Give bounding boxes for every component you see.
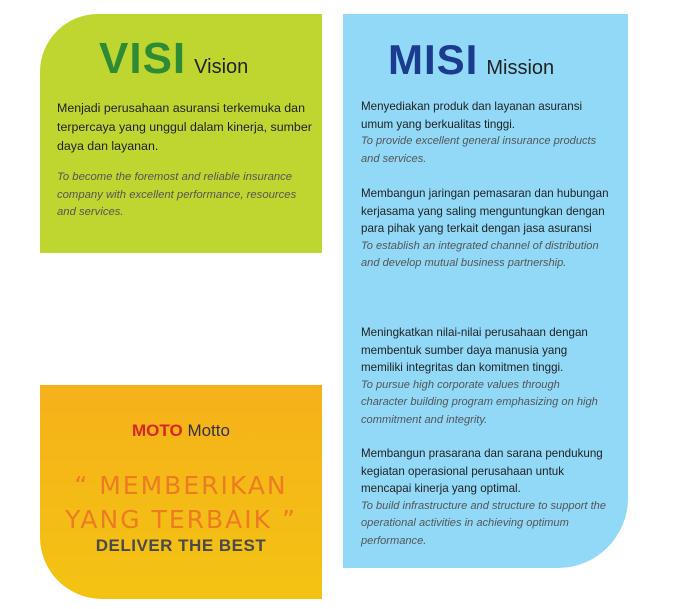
vision-heading	[99, 34, 248, 84]
mission-item-text-en: To provide excellent general insurance products and services.	[361, 135, 597, 165]
motto-subtitle: Motto	[187, 421, 230, 440]
mission-item	[361, 324, 609, 429]
motto-slogan-line-2: YANG TERBAIK ”	[65, 505, 297, 534]
mission-item-text-id: Menyediakan produk dan layanan asuransi umum yang berkualitas tinggi.	[361, 100, 583, 131]
mission-heading	[388, 36, 554, 84]
mission-card	[343, 14, 628, 568]
mission-subtitle: Mission	[486, 57, 555, 79]
mission-item	[361, 185, 609, 273]
motto-heading	[40, 421, 322, 441]
motto-title: MOTO	[132, 421, 183, 440]
mission-item-text-id: Membangun prasarana dan sarana pendukung kegiatan operasional perusahaan untuk mencapai kinerja yang optimal.	[361, 447, 603, 495]
motto-card	[40, 385, 322, 599]
vision-subtitle: Vision	[194, 56, 249, 78]
mission-item-text-en: To establish an integrated channel of distribution and develop mutual business partnership.	[361, 239, 599, 269]
mission-item-text-id: Membangun jaringan pemasaran dan hubungan kerjasama yang saling menguntungkan dengan para pihak yang terkait dengan jasa asuransi	[361, 187, 609, 235]
mission-item-text-en: To pursue high corporate values through character building program emphasizing on high commitment and integrity.	[361, 378, 598, 426]
mission-item	[361, 98, 606, 168]
vision-text-id: Menjadi perusahaan asuransi terkemuka dan terpercaya yang unggul dalam kinerja, sumber daya dan layanan.	[57, 101, 312, 153]
mission-item	[361, 445, 609, 550]
vision-text-en: To become the foremost and reliable insurance company with excellent performance, resources and services.	[57, 171, 297, 218]
vision-title: VISI	[99, 34, 187, 83]
motto-english: DELIVER THE BEST	[95, 536, 267, 555]
mission-title: MISI	[388, 36, 479, 83]
mission-item-text-en: To build infrastructure and structure to support the operational activities in achieving optimum performance.	[361, 499, 607, 547]
vision-card	[40, 14, 322, 253]
mission-item-text-id: Meningkatkan nilai-nilai perusahaan dengan membentuk sumber daya manusia yang memiliki integritas dan komitmen tinggi.	[361, 326, 588, 374]
motto-slogan-line-1: “ MEMBERIKAN	[74, 471, 288, 500]
